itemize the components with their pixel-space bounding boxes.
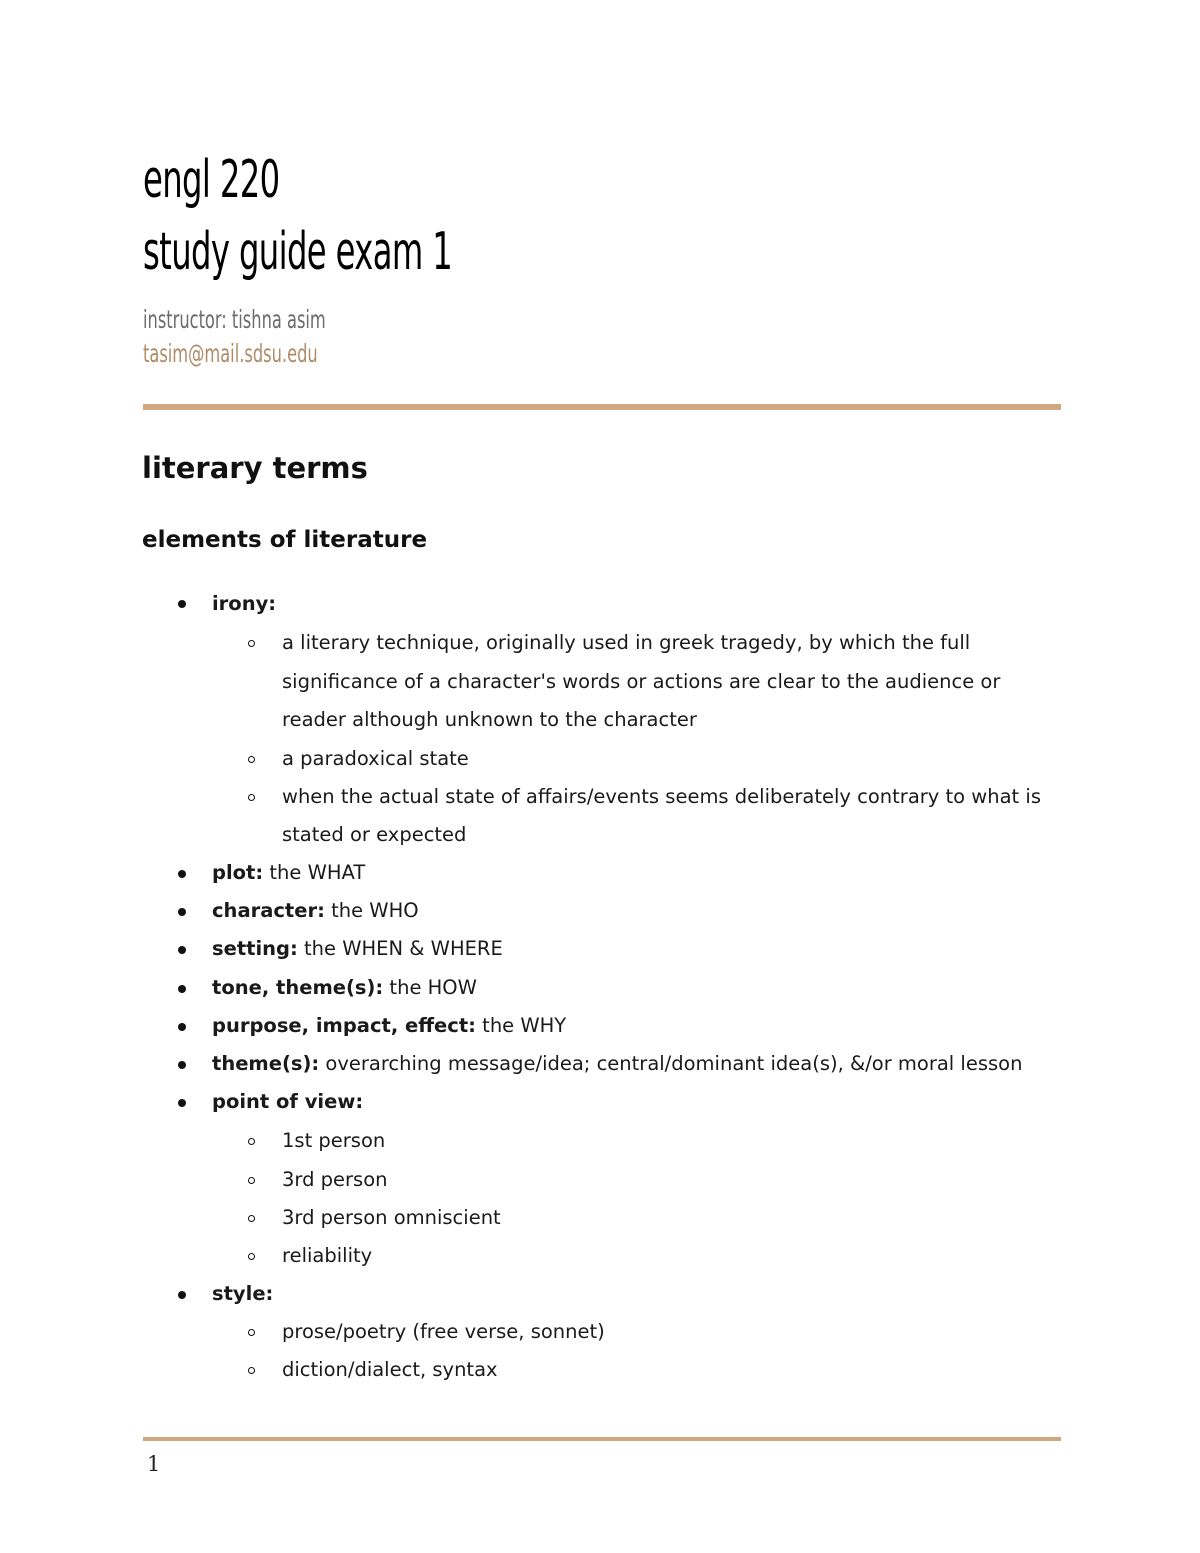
section-heading: literary terms <box>142 451 368 485</box>
bullet-icon <box>178 908 186 916</box>
sub-bullet-icon <box>248 1253 255 1260</box>
irony-definition-line: a literary technique, originally used in greek tragedy, by which the full <box>282 631 971 654</box>
term-setting: setting: <box>212 937 298 960</box>
irony-definition-line: significance of a character's words or actions are clear to the audience or <box>282 670 1001 693</box>
list-item-purpose <box>212 1016 566 1036</box>
document-subtitle: study guide exam 1 <box>143 222 453 282</box>
course-title: engl 220 <box>143 150 280 210</box>
irony-definition-line: stated or expected <box>282 823 467 846</box>
bullet-icon <box>178 1291 186 1299</box>
definition-setting: the WHEN & WHERE <box>297 937 503 960</box>
sub-bullet-icon <box>248 640 255 647</box>
footer-divider <box>143 1437 1061 1441</box>
bullet-icon <box>178 1061 186 1069</box>
bullet-icon <box>178 946 186 954</box>
term-point-of-view: point of view: <box>212 1090 364 1113</box>
list-item-character <box>212 901 419 921</box>
term-plot: plot: <box>212 861 264 884</box>
list-item-theme <box>212 1054 1022 1074</box>
header-divider <box>143 404 1061 410</box>
definition-plot: the WHAT <box>263 861 366 884</box>
sub-bullet-icon <box>248 1367 255 1374</box>
term-character: character: <box>212 899 325 922</box>
pov-sub-item: 3rd person omniscient <box>282 1206 501 1229</box>
list-item-setting <box>212 939 503 959</box>
sub-bullet-icon <box>248 1177 255 1184</box>
definition-purpose: the WHY <box>475 1014 567 1037</box>
bullet-icon <box>178 1023 186 1031</box>
section-subheading: elements of literature <box>142 527 428 553</box>
sub-bullet-icon <box>248 1329 255 1336</box>
term-theme: theme(s): <box>212 1052 320 1075</box>
bullet-icon <box>178 870 186 878</box>
irony-definition-line: when the actual state of affairs/events seems deliberately contrary to what is <box>282 785 1041 808</box>
sub-bullet-icon <box>248 1215 255 1222</box>
bullet-icon <box>178 600 186 608</box>
instructor-name: instructor: tishna asim <box>143 305 326 334</box>
definition-theme: overarching message/idea; central/dominant idea(s), &/or moral lesson <box>319 1052 1023 1075</box>
list-item-tone <box>212 978 477 998</box>
style-sub-item: diction/dialect, syntax <box>282 1358 498 1381</box>
sub-bullet-icon <box>248 794 255 801</box>
term-tone: tone, theme(s): <box>212 976 384 999</box>
bullet-icon <box>178 985 186 993</box>
pov-sub-item: 1st person <box>282 1129 386 1152</box>
definition-tone: the HOW <box>383 976 477 999</box>
bullet-icon <box>178 1099 186 1107</box>
irony-definition-line: reader although unknown to the character <box>282 708 697 731</box>
term-purpose: purpose, impact, effect: <box>212 1014 476 1037</box>
definition-character: the WHO <box>324 899 419 922</box>
pov-sub-item: 3rd person <box>282 1168 388 1191</box>
sub-bullet-icon <box>248 756 255 763</box>
irony-definition-line: a paradoxical state <box>282 747 469 770</box>
page-number: 1 <box>147 1452 161 1476</box>
style-sub-item: prose/poetry (free verse, sonnet) <box>282 1320 605 1343</box>
instructor-email-link[interactable]: tasim@mail.sdsu.edu <box>143 339 318 368</box>
list-item-plot <box>212 863 365 883</box>
term-irony: irony: <box>212 592 277 615</box>
pov-sub-item: reliability <box>282 1244 373 1267</box>
term-style: style: <box>212 1282 274 1305</box>
sub-bullet-icon <box>248 1138 255 1145</box>
